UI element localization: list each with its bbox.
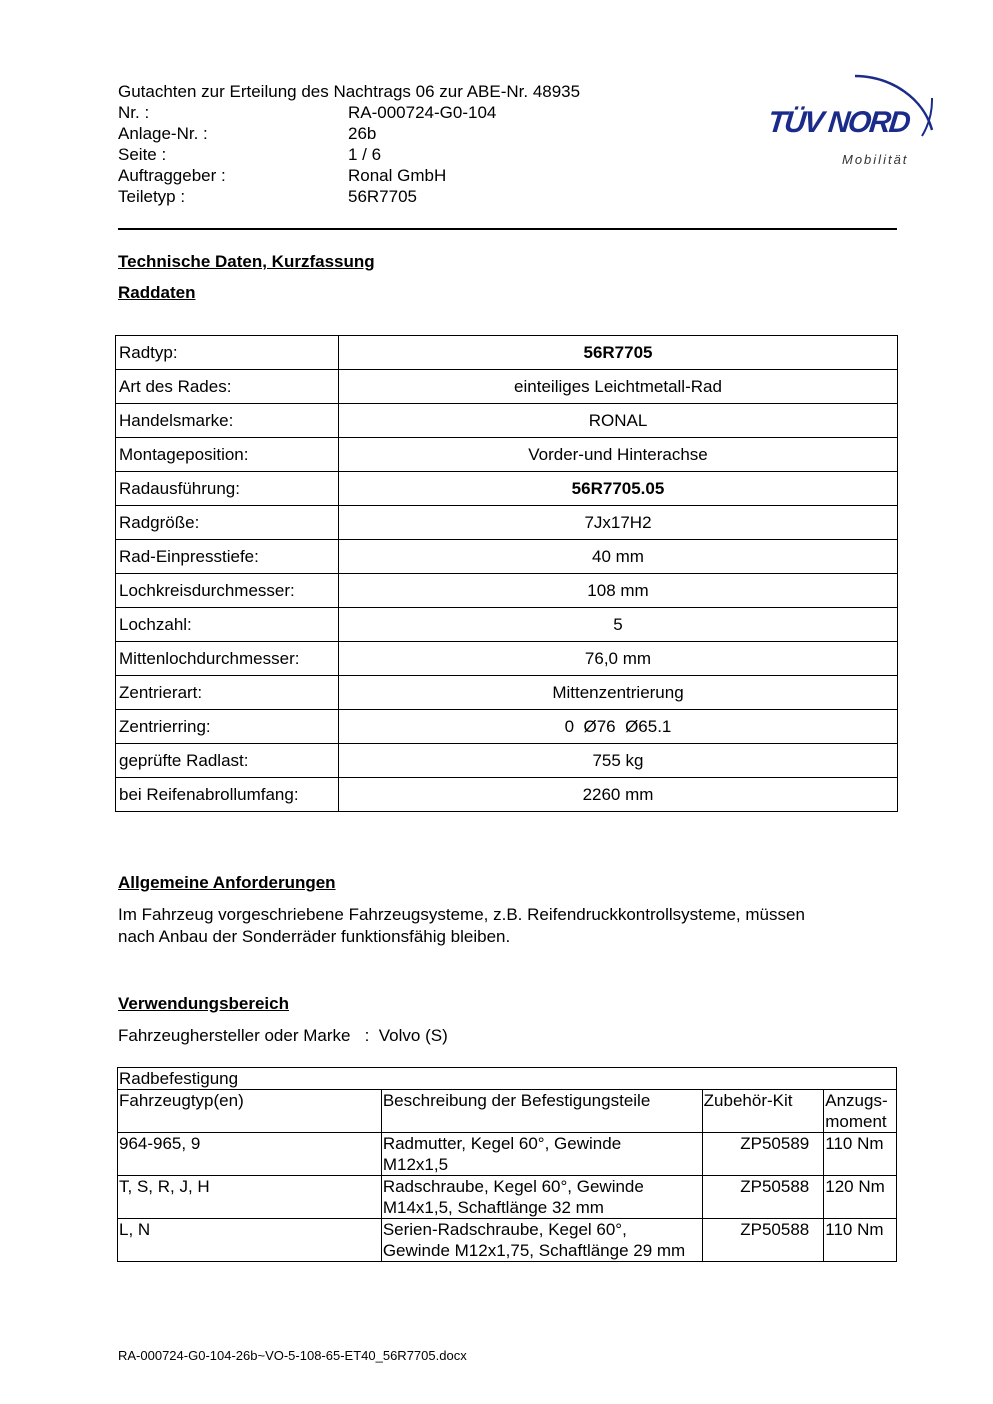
beschreibung-line-1: Radschraube, Kegel 60°, Gewinde [382, 1177, 644, 1196]
anzugsmoment-cell: 110 Nm [824, 1219, 897, 1262]
header-value: 56R7705 [348, 187, 418, 206]
header-divider [118, 228, 897, 230]
hersteller-line: Fahrzeughersteller oder Marke : Volvo (S) [118, 1026, 448, 1045]
raddaten-value: RONAL [339, 404, 898, 438]
raddaten-value: 56R7705.05 [339, 472, 898, 506]
raddaten-row [116, 778, 898, 812]
allgemeine-paragraph [118, 904, 898, 948]
header-anzugsmoment [824, 1090, 897, 1133]
zubehoer-kit-cell: ZP50588 [702, 1176, 824, 1219]
raddaten-row [116, 370, 898, 404]
raddaten-value: 76,0 mm [339, 642, 898, 676]
header-title: Gutachten zur Erteilung des Nachtrags 06 zur ABE-Nr. 48935 [118, 82, 581, 101]
raddaten-label: Radtyp: [116, 336, 339, 370]
raddaten-label: Zentrierring: [116, 710, 339, 744]
raddaten-row [116, 438, 898, 472]
raddaten-label: Radgröße: [116, 506, 339, 540]
header-value: RA-000724-G0-104 [348, 103, 497, 122]
raddaten-value: Mittenzentrierung [339, 676, 898, 710]
header-row-seite [118, 144, 580, 165]
raddaten-body [116, 336, 898, 812]
befestigung-row [118, 1176, 897, 1219]
beschreibung-line-2: M12x1,5 [382, 1155, 449, 1174]
raddaten-value: 2260 mm [339, 778, 898, 812]
footer-filename: RA-000724-G0-104-26b~VO-5-108-65-ET40_56R7705.docx [118, 1348, 467, 1363]
raddaten-value: 108 mm [339, 574, 898, 608]
section-raddaten: Raddaten [118, 283, 196, 302]
zubehoer-kit-cell: ZP50589 [702, 1133, 824, 1176]
raddaten-value: einteiliges Leichtmetall-Rad [339, 370, 898, 404]
befestigung-table [117, 1067, 897, 1262]
zubehoer-kit-cell: ZP50588 [702, 1219, 824, 1262]
raddaten-label: Art des Rades: [116, 370, 339, 404]
fahrzeugtyp-cell: 964-965, 9 [118, 1133, 382, 1176]
document-header [118, 81, 580, 207]
header-zubehoer: Zubehör-Kit [702, 1090, 824, 1133]
raddaten-label: Rad-Einpresstiefe: [116, 540, 339, 574]
raddaten-label: Montageposition: [116, 438, 339, 472]
anzugsmoment-cell: 120 Nm [824, 1176, 897, 1219]
raddaten-label: Lochzahl: [116, 608, 339, 642]
raddaten-label: Handelsmarke: [116, 404, 339, 438]
tuv-nord-logo [760, 58, 940, 173]
beschreibung-line-1: Radmutter, Kegel 60°, Gewinde [382, 1134, 622, 1153]
section-allgemeine: Allgemeine Anforderungen [118, 873, 336, 892]
fahrzeugtyp-cell: T, S, R, J, H [118, 1176, 382, 1219]
raddaten-row [116, 744, 898, 778]
befestigung-title-row [118, 1068, 897, 1090]
raddaten-value: 5 [339, 608, 898, 642]
raddaten-value: 755 kg [339, 744, 898, 778]
raddaten-row [116, 540, 898, 574]
beschreibung-line-2: M14x1,5, Schaftlänge 32 mm [382, 1198, 604, 1217]
beschreibung-cell [381, 1219, 702, 1262]
allgemeine-line-2: nach Anbau der Sonderräder funktionsfähig bleiben. [118, 927, 511, 946]
fahrzeugtyp-cell: L, N [118, 1219, 382, 1262]
header-fahrzeugtyp: Fahrzeugtyp(en) [118, 1090, 382, 1133]
header-key: Seite : [118, 145, 167, 164]
header-key: Teiletyp : [118, 187, 186, 206]
raddaten-row [116, 404, 898, 438]
raddaten-row [116, 472, 898, 506]
befestigung-row [118, 1133, 897, 1176]
beschreibung-line-2: Gewinde M12x1,75, Schaftlänge 29 mm [382, 1241, 686, 1260]
header-row-anlage [118, 123, 580, 144]
befestigung-row [118, 1219, 897, 1262]
header-moment: moment [825, 1112, 887, 1131]
header-key: Nr. : [118, 103, 150, 122]
raddaten-label: Lochkreisdurchmesser: [116, 574, 339, 608]
raddaten-row [116, 336, 898, 370]
header-beschreibung: Beschreibung der Befestigungsteile [381, 1090, 702, 1133]
section-verwendungsbereich: Verwendungsbereich [118, 994, 289, 1013]
befestigung-title: Radbefestigung [118, 1068, 897, 1090]
raddaten-label: Mittenlochdurchmesser: [116, 642, 339, 676]
beschreibung-line-1: Serien-Radschraube, Kegel 60°, [382, 1220, 627, 1239]
header-row-teiletyp [118, 186, 580, 207]
raddaten-value: 0 Ø76 Ø65.1 [339, 710, 898, 744]
befestigung-body [118, 1068, 897, 1262]
anzugsmoment-cell: 110 Nm [824, 1133, 897, 1176]
raddaten-value: 56R7705 [339, 336, 898, 370]
header-key: Anlage-Nr. : [118, 124, 208, 143]
raddaten-value: 7Jx17H2 [339, 506, 898, 540]
raddaten-label: Radausführung: [116, 472, 339, 506]
header-row-nr [118, 102, 580, 123]
logo-subtitle: Mobilität [842, 152, 909, 167]
raddaten-label: geprüfte Radlast: [116, 744, 339, 778]
raddaten-row [116, 710, 898, 744]
beschreibung-cell [381, 1133, 702, 1176]
raddaten-row [116, 506, 898, 540]
befestigung-header-row [118, 1090, 897, 1133]
allgemeine-line-1: Im Fahrzeug vorgeschriebene Fahrzeugsysteme, z.B. Reifendruckkontrollsysteme, müssen [118, 905, 805, 924]
header-value: Ronal GmbH [348, 166, 447, 185]
header-value: 26b [348, 124, 377, 143]
raddaten-row [116, 574, 898, 608]
header-row-auftraggeber [118, 165, 580, 186]
raddaten-row [116, 676, 898, 710]
raddaten-row [116, 608, 898, 642]
raddaten-table [115, 335, 898, 812]
logo-wordmark: TÜV NORD [766, 106, 911, 139]
raddaten-value: Vorder-und Hinterachse [339, 438, 898, 472]
header-key: Auftraggeber : [118, 166, 226, 185]
raddaten-label: bei Reifenabrollumfang: [116, 778, 339, 812]
raddaten-row [116, 642, 898, 676]
header-value: 1 / 6 [348, 145, 382, 164]
raddaten-label: Zentrierart: [116, 676, 339, 710]
header-anzugs: Anzugs- [825, 1091, 888, 1110]
section-technische-daten: Technische Daten, Kurzfassung [118, 252, 375, 271]
raddaten-value: 40 mm [339, 540, 898, 574]
beschreibung-cell [381, 1176, 702, 1219]
